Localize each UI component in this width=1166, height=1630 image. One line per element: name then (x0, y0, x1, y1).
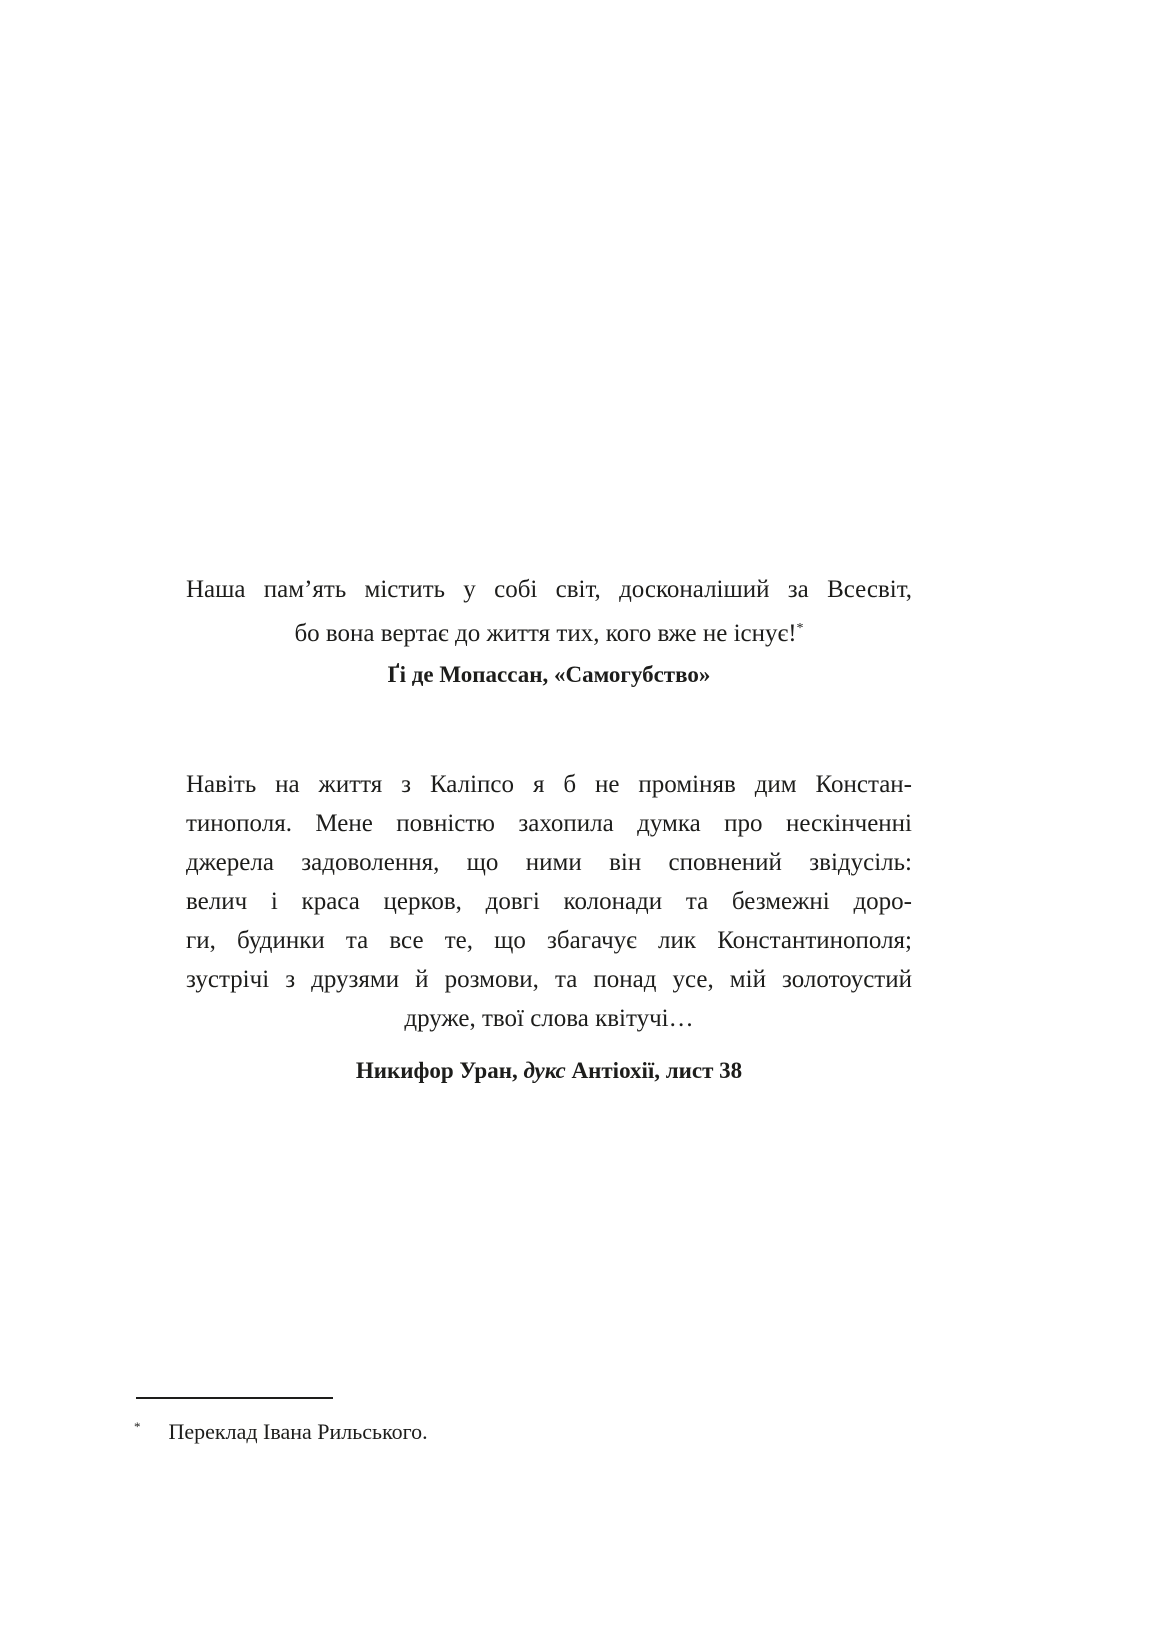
footnote-reference: * (796, 621, 804, 636)
epigraph-1-line-text: Наша пам’ять містить у собі світ, досконаліший за Всесвіт, (186, 576, 912, 603)
epigraph-2-attribution (186, 1051, 912, 1090)
epigraph-2-line: джерела задоволення, що ними він сповнений звідусіль: (186, 849, 912, 876)
footnote-text: Переклад Івана Рильського. (168, 1419, 428, 1444)
footnote-rule (136, 1397, 333, 1399)
epigraph-2 (186, 765, 912, 1038)
epigraph-1-attribution (186, 655, 912, 694)
epigraph-2-attribution-suffix: Антіохії, лист 38 (565, 1058, 743, 1083)
epigraph-2-line: тинополя. Мене повністю захопила думка про нескінченні (186, 810, 912, 837)
epigraph-1-last-line-text: бо вона вертає до життя тих, кого вже не існує! (294, 620, 797, 647)
epigraph-1-last-line (186, 609, 912, 653)
epigraph-1-line (186, 570, 912, 609)
epigraph-2-line: велич і краса церков, довгі колонади та безмежні доро- (186, 888, 912, 915)
epigraph-2-line: зустрічі з друзями й розмови, та понад усе, мій золотоустий (186, 966, 912, 993)
epigraph-2-last-line: друже, твої слова квітучі… (404, 1005, 694, 1032)
epigraph-2-line: ги, будинки та все те, що збагачує лик Константинополя; (186, 927, 912, 954)
epigraph-1 (186, 570, 912, 653)
footnote-marker: * (134, 1419, 141, 1434)
epigraph-2-attribution-title: дукс (523, 1058, 566, 1083)
footnote (134, 1412, 428, 1447)
epigraph-2-line: Навіть на життя з Каліпсо я б не проміняв дим Констан- (186, 771, 912, 798)
epigraph-2-attribution-prefix: Никифор Уран, (355, 1058, 524, 1083)
epigraph-1-attribution-text: Ґі де Мопассан, «Самогубство» (387, 662, 711, 687)
